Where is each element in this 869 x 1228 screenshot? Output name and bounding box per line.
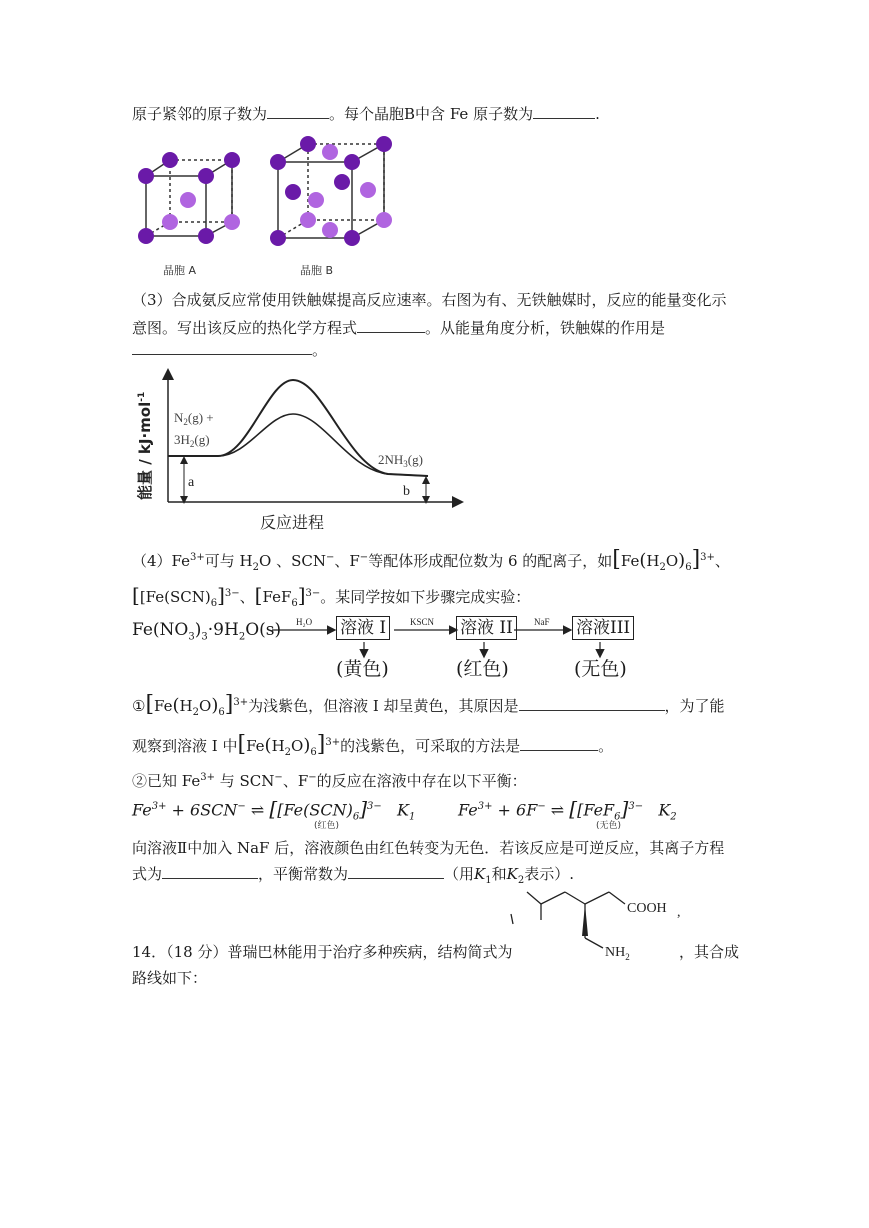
answer-blank[interactable]: [348, 864, 444, 879]
equilibrium-1: $Fe^{3+} + 6SCN^-$ ⇌ [$[Fe(SCN)_6]^{3-}$ $K_1$: [132, 796, 416, 823]
text: [FeF: [577, 800, 615, 820]
text: 。某同学按如下步骤完成实验：: [320, 588, 531, 606]
answer-blank[interactable]: [162, 864, 258, 879]
text: ，平衡常数为: [258, 865, 349, 883]
pregabalin-structure: [505, 890, 705, 968]
text: Fe: [449, 105, 469, 123]
solution-1-box: 溶液 I: [336, 616, 390, 640]
label-a: a: [188, 475, 195, 490]
reagent-kscn: KSCN: [410, 617, 435, 627]
text: K: [658, 800, 671, 820]
text: 。从能量角度分析，铁触媒的作用是: [425, 319, 666, 337]
text: 式为: [132, 865, 163, 883]
q14-line1-end: ，其合成: [679, 943, 740, 961]
x-axis-label: 反应进程: [260, 513, 325, 530]
text: 。: [312, 341, 328, 359]
answer-blank[interactable]: [520, 736, 598, 751]
answer-blank[interactable]: [132, 340, 312, 355]
text: 和: [491, 865, 507, 883]
q14-line2: 路线如下：: [132, 969, 208, 987]
text: 。每个晶胞B中含: [329, 105, 446, 123]
solution-3-box: 溶液III: [572, 616, 634, 640]
q3-line2: [132, 318, 665, 338]
text: 可与: [204, 552, 235, 570]
q14-line1: 14．（18 分）普瑞巴林能用于治疗多种疾病，结构简式为: [132, 943, 513, 961]
energy-diagram: [128, 368, 468, 530]
crystal-cells-figure: [128, 132, 418, 260]
q3-line3: [132, 340, 327, 360]
q4-2-para1: 向溶液Ⅱ中加入 NaF 后，溶液颜色由红色转变为无色．若该反应是可逆反应，其离子方程: [132, 839, 725, 857]
solution-2-box: 溶液 II: [456, 616, 517, 640]
answer-blank[interactable]: [519, 696, 665, 711]
text: 为浅紫色，但溶液 I 却呈黄色，其原因是: [248, 697, 519, 715]
text: [Fe(SCN): [277, 800, 353, 820]
wedge-bond: [582, 904, 588, 936]
q-top-line: [132, 104, 600, 124]
eq2-note: (无色): [596, 821, 622, 831]
text: 、: [239, 588, 255, 606]
text: 表示）.: [524, 865, 575, 883]
crystal-a-label: 晶胞 A: [163, 264, 197, 277]
color-label-2: (红色): [456, 658, 509, 680]
text: 原子紧邻的原子数为: [132, 105, 268, 123]
skeleton-bonds: [511, 892, 625, 948]
text: 。: [598, 737, 614, 755]
q4-line1: $(4)Fe^{3+}$可与 $H_2O$ 、SCN−、F−等配体形成配位数为 6 的配离子，如$[Fe(H_2O)_6]^{3+}$、: [132, 547, 730, 573]
answer-blank[interactable]: [533, 104, 595, 119]
q4-line2: [$[Fe(SCN)_6]^{3-}$、$[FeF_6]^{3-}$。某同学按如下步骤完成实验：: [132, 583, 531, 609]
product-label: $2NH_3(g)$: [378, 452, 423, 469]
comma-label: ,: [677, 905, 681, 920]
cooh-label: COOH: [627, 901, 667, 916]
text: K: [397, 800, 409, 820]
text: 、F: [334, 552, 360, 570]
text: 、SCN: [276, 552, 326, 570]
answer-blank[interactable]: [357, 318, 425, 333]
reactant-label-1: $N_2(g)$ +: [174, 410, 214, 427]
reactant-label-2: $3H_2(g)$: [174, 432, 210, 449]
text: 与 SCN: [219, 772, 275, 790]
crystal-a-atoms: [138, 152, 240, 244]
text: [Fe(SCN): [139, 588, 211, 606]
crystal-b-atoms: [270, 136, 392, 246]
y-axis-label: 能量 / kJ·mol$^{-1}$: [136, 391, 154, 500]
reagent-h2o: H₂O: [296, 617, 313, 627]
text: + 6F: [492, 800, 538, 820]
text: Fe(NO: [132, 620, 189, 640]
q4-2-para2: 式为 ，平衡常数为 （用$K_1$和$K_2$表示）.: [132, 865, 575, 886]
text: 等配体形成配位数为 6 的配离子，如: [368, 552, 613, 570]
text: ②已知 Fe: [132, 772, 201, 790]
text: 、F: [282, 772, 309, 790]
text: Fe: [458, 800, 478, 820]
text: + 6SCN: [166, 800, 238, 820]
nh2-label: $NH_2$: [605, 945, 630, 962]
reagent-naf: NaF: [534, 617, 550, 627]
text: （4）Fe: [132, 552, 191, 570]
text: 的浅紫色，可采取的方法是: [340, 737, 521, 755]
text: ·9H: [207, 620, 239, 640]
q3-line1: （3）合成氨反应常使用铁触媒提高反应速率。右图为有、无铁触媒时，反应的能量变化示: [132, 291, 727, 309]
crystal-b-label: 晶胞 B: [300, 264, 334, 277]
text: Fe: [132, 800, 152, 820]
color-label-3: (无色): [574, 658, 627, 680]
q4-2-intro: ②已知 $Fe^{3+}$ 与 SCN−、F−的反应在溶液中存在以下平衡：: [132, 772, 527, 790]
equilibrium-2: $Fe^{3+} + 6F^-$ ⇌ [$[FeF_6]^{3-}$ $K_2$: [458, 796, 677, 823]
label-b: b: [403, 484, 410, 499]
text: 的反应在溶液中存在以下平衡：: [316, 772, 527, 790]
text: O(s): [245, 620, 282, 640]
text: .: [595, 105, 600, 123]
color-label-1: (黄色): [336, 658, 389, 680]
eq1-note: (红色): [314, 821, 340, 831]
experiment-start: $Fe(NO_3)_3\cdot 9H_2O(s)$: [132, 620, 282, 643]
text: 意图。写出该反应的热化学方程式: [132, 319, 358, 337]
text: 观察到溶液 I 中: [132, 737, 238, 755]
text: （用: [444, 865, 475, 883]
text: ，为了能: [664, 697, 725, 715]
answer-blank[interactable]: [267, 104, 329, 119]
text: ①: [132, 697, 146, 715]
q4-1-line2: 观察到溶液 I 中$[Fe(H_2O)_6]^{3+}$的浅紫色，可采取的方法是 。: [132, 732, 614, 758]
q4-1-line1: $①[Fe(H_2O)_6]^{3+}$为浅紫色，但溶液 I 却呈黄色，其原因是 ，为了能: [132, 692, 725, 718]
text: 原子数为: [473, 105, 534, 123]
